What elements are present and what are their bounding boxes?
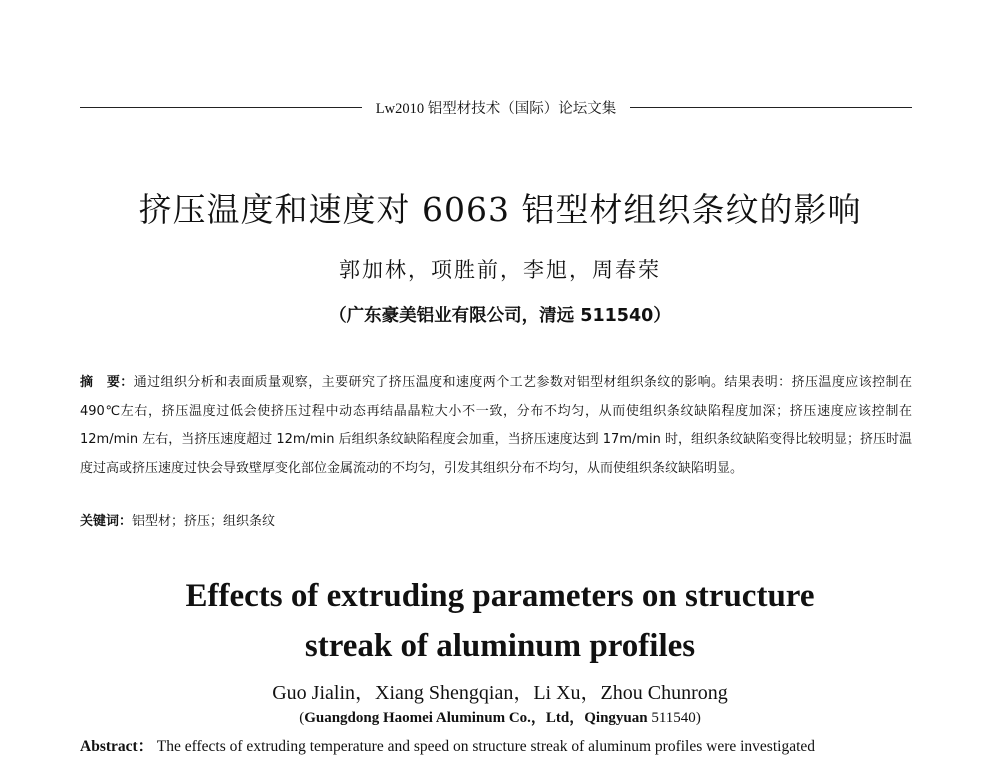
- running-header: [80, 97, 912, 118]
- paper-title-en: [0, 571, 1000, 671]
- abstract-en-label: Abstract：: [80, 738, 154, 755]
- abstract-en-text: The effects of extruding temperature and speed on structure streak of aluminum profiles were investigated: [153, 738, 816, 755]
- abstract-zh: [80, 369, 912, 483]
- authors-zh: 郭加林，项胜前，李旭，周春荣: [339, 258, 661, 282]
- affiliation-en-open: (: [299, 710, 305, 726]
- authors-en: Guo Jialin，Xiang Shengqian，Li Xu，Zhou Chunrong: [272, 682, 728, 704]
- header-rule-right: [630, 107, 912, 108]
- affiliation-en-name: Guangdong Haomei Aluminum Co.，Ltd，Qingyuan: [304, 710, 648, 726]
- journal-title: Lw2010 铝型材技术（国际）论坛文集: [375, 101, 617, 117]
- affiliation-en: [0, 706, 1000, 727]
- paper-title-zh: 挤压温度和速度对 6063 铝型材组织条纹的影响: [138, 190, 862, 229]
- keywords-zh: [80, 511, 912, 533]
- header-rule-left: [80, 107, 362, 108]
- paper-title-en-line2: streak of aluminum profiles: [304, 628, 696, 664]
- paper-title-en-line1: Effects of extruding parameters on structure: [185, 578, 815, 614]
- abstract-en: [80, 734, 912, 756]
- affiliation-en-zip: 511540: [647, 710, 696, 726]
- affiliation-en-close: ): [695, 710, 701, 726]
- abstract-zh-text: 通过组织分析和表面质量观察，主要研究了挤压温度和速度两个工艺参数对铝型材组织条纹的影响。结果表明：挤压温度应该控制在 490℃左右，挤压温度过低会使挤压过程中动态再结晶晶粒大小不一致，分布不均匀，从而使组织条纹缺陷程度加深；挤压速度应该控制在 12m/min 左右，当挤压速度超过 12m/min 后组织条纹缺陷程度会加重，当挤压速度达到 17m/min 时，组织条纹缺陷变得比较明显；挤压时温度过高或挤压速度过快会导致壁厚变化部位金属流动的不均匀，引发其组织分布不均匀，从而使组织条纹缺陷明显。: [80, 375, 912, 476]
- keywords-zh-label: 关键词：: [80, 514, 133, 529]
- affiliation-zh: （广东豪美铝业有限公司，清远 511540）: [329, 306, 671, 326]
- abstract-zh-label: 摘 要：: [80, 375, 134, 390]
- keywords-zh-text: 铝型材；挤压；组织条纹: [132, 514, 276, 529]
